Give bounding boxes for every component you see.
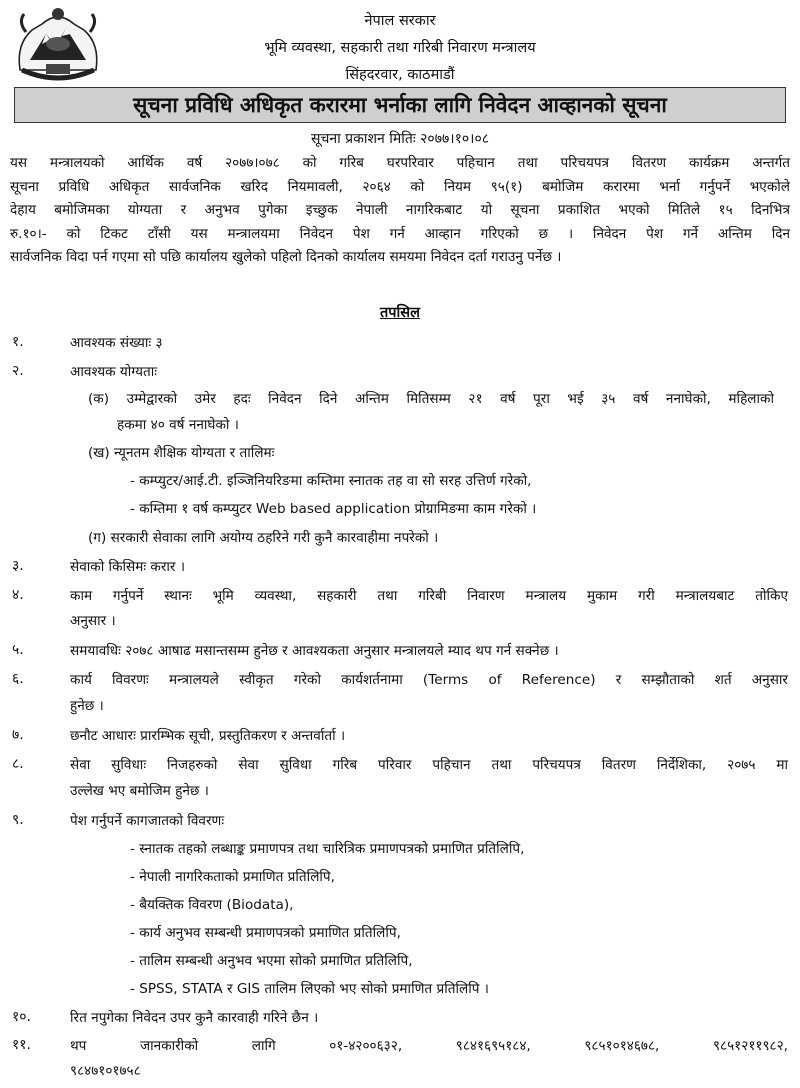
item-number: ६. [12, 671, 24, 687]
intro-paragraph [10, 152, 790, 270]
document-item: - बैयक्तिक विवरण (Biodata), [130, 897, 294, 913]
item-text: समयावधिः २०७८ आषाढ मसान्तसम्म हुनेछ र आवश्यकता अनुसार मन्त्रालयले म्याद थप गर्न सक्नेछ । [70, 643, 559, 659]
intro-line: सूचना प्रविधि अधिकृत सार्वजनिक खरिद नियमावली, २०६४ को नियम ९५(१) बमोजिम करारमा भर्ना गर्नुपर्ने भएकोले [10, 178, 790, 195]
item-number: ४. [12, 587, 24, 603]
publication-date: सूचना प्रकाशन मितिः २०७७।१०।०८ [310, 131, 490, 147]
item-number: ७. [12, 727, 24, 743]
education-item: - कम्तिमा १ वर्ष कम्प्युटर Web based application प्रोग्रामिङमा काम गरेको । [130, 501, 537, 517]
notice-title: सूचना प्रविधि अधिकृत करारमा भर्नाका लागि निवेदन आव्हानको सूचना [14, 87, 786, 123]
schedule-heading: तपसिल [380, 305, 420, 321]
item-number: १०. [12, 1009, 32, 1025]
item-number: २. [12, 363, 24, 379]
item-text: आवश्यक संख्याः ३ [70, 335, 163, 351]
document-item: - नेपाली नागरिकताको प्रमाणित प्रतिलिपि, [130, 869, 335, 885]
document-item: - SPSS, STATA र GIS तालिम लिएको भए सोको प्रमाणित प्रतिलिपि । [130, 981, 489, 997]
item-text: छनौट आधारः प्रारम्भिक सूची, प्रस्तुतिकरण र अन्तर्वार्ता । [70, 728, 346, 744]
government-name: नेपाल सरकार [364, 13, 436, 29]
item-text: हुनेछ । [70, 698, 104, 714]
document-item: - तालिम सम्बन्धी अनुभव भएमा सोको प्रमाणित प्रतिलिपि, [130, 953, 413, 969]
item-text: उल्लेख भए बमोजिम हुनेछ । [70, 783, 209, 799]
item-number: ३. [12, 558, 24, 574]
item-number: ५. [12, 642, 24, 658]
item-number: ९. [12, 812, 24, 828]
item-text: सेवा सुविधाः निजहरुको सेवा सुविधा गरिब परिवार पहिचान तथा परिचयपत्र वितरण निर्देशिका, २०७५ मा [70, 757, 788, 773]
item-text: कार्य विवरणः मन्त्रालयले स्वीकृत गरेको कार्यशर्तनामा (Terms of Reference) र सम्झौताको शर्त अनुसार [70, 672, 788, 688]
item-text: काम गर्नुपर्ने स्थानः भूमि व्यवस्था, सहकारी तथा गरिबी निवारण मन्त्रालय मुकाम गरी मन्त्रालयबाट तोकिए [70, 588, 788, 604]
document-item: - कार्य अनुभव सम्बन्धी प्रमाणपत्रको प्रमाणित प्रतिलिपि, [130, 925, 401, 941]
qualification-age-cont: हकमा ४० वर्ष ननाघेको । [117, 417, 239, 433]
qualification-age: (क) उम्मेद्वारको उमेर हदः निवेदन दिने अन्तिम मितिसम्म २१ वर्ष पूरा भई ३५ वर्ष ननाघेको, महिलाको [88, 391, 774, 407]
education-item: - कम्प्युटर/आई.टी. इञ्जिनियरिङमा कम्तिमा स्नातक तह वा सो सरह उत्तिर्ण गरेको, [130, 473, 532, 489]
item-text: आवश्यक योग्यताः [70, 364, 157, 380]
qualification-eligibility: (ग) सरकारी सेवाका लागि अयोग्य ठहरिने गरी कुनै कारवाहीमा नपरेको । [88, 530, 439, 546]
intro-line: सार्वजनिक विदा पर्न गएमा सो पछि कार्यालय खुलेको पहिलो दिनको कार्यालय समयमा निवेदन दर्ता गराउनु पर्नेछ । [10, 249, 562, 266]
item-text: रित नपुगेका निवेदन उपर कुनै कारवाही गरिने छैन । [70, 1010, 319, 1026]
item-number: ११. [12, 1037, 32, 1053]
item-text: अनुसार । [70, 613, 116, 629]
intro-line: देहाय बमोजिमका योग्यता र अनुभव पुगेका इच्छुक नेपाली नागरिकबाट यो सूचना प्रकाशित भएको मितिले १५ दिनभित्र [10, 202, 790, 219]
item-text: सेवाको किसिमः करार । [70, 559, 185, 575]
document-item: - स्नातक तहको लब्धाङ्क प्रमाणपत्र तथा चारित्रिक प्रमाणपत्रको प्रमाणित प्रतिलिपि, [130, 841, 525, 857]
intro-line: यस मन्त्रालयको आर्थिक वर्ष २०७७।०७८ को गरिब घरपरिवार पहिचान तथा परिचयपत्र वितरण कार्यक्रम अन्तर्गत [10, 155, 790, 171]
item-number: ८. [12, 756, 24, 772]
contact-numbers-cont: ९८४७१०१७५८ [70, 1063, 141, 1079]
ministry-address: सिंहदरवार, काठमाडौं [345, 67, 455, 83]
item-text: पेश गर्नुपर्ने कागजातको विवरणः [70, 813, 225, 829]
intro-line: रु.१०।- को टिकट टाँसी यस मन्त्रालयमा निवेदन पेश गर्न आव्हान गरिएको छ । निवेदन पेश गर्ने अन्तिम दिन [10, 225, 790, 242]
ministry-name: भूमि व्यवस्था, सहकारी तथा गरिबी निवारण मन्त्रालय [264, 40, 536, 56]
contact-numbers: थप जानकारीको लागि ०१-४२००६३२, ९८४१६९५१८४, ९८५१०१४६७८, ९८५१२११९८२, [70, 1038, 788, 1054]
item-number: १. [12, 334, 24, 350]
qualification-education: (ख) न्यूनतम शैक्षिक योग्यता र तालिमः [88, 445, 275, 461]
